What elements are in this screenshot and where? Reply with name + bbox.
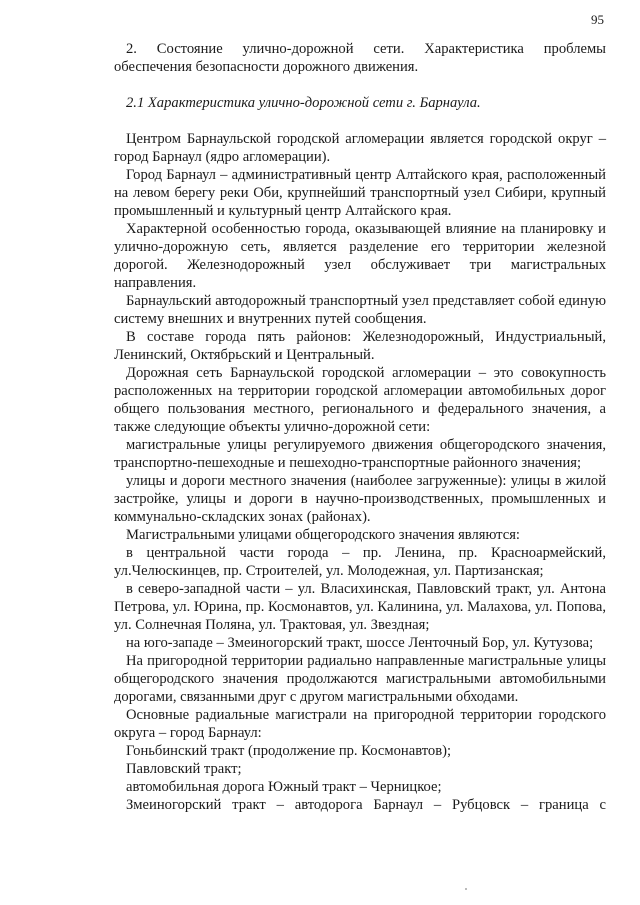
paragraph: в северо-западной части – ул. Власихинская, Павловский тракт, ул. Антона Петрова, ул. Юрина, пр. Космонавтов, ул. Калинина, ул. Малахова, ул. Попова, ул. Солнечная Поляна, ул. Трактовая, ул. Звездная; <box>114 581 606 633</box>
paragraph: Город Барнаул – административный центр Алтайского края, расположенный на левом берегу реки Оби, крупнейший транспортный узел Сибири, крупный промышленный и культурный центр Алтайского края. <box>114 167 606 219</box>
scan-speck <box>465 888 467 890</box>
document-body <box>114 40 606 814</box>
paragraph: на юго-западе – Змеиногорский тракт, шоссе Ленточный Бор, ул. Кутузова; <box>126 635 594 651</box>
paragraph: В составе города пять районов: Железнодорожный, Индустриальный, Ленинский, Октябрьский и Центральный. <box>114 329 606 363</box>
paragraph: магистральные улицы регулируемого движения общегородского значения, транспортно-пешеходные и пешеходно-транспортные районного значения; <box>114 437 606 471</box>
paragraph: в центральной части города – пр. Ленина, пр. Красноармейский, ул.Челюскинцев, пр. Строителей, ул. Молодежная, ул. Партизанская; <box>114 545 606 579</box>
paragraph: автомобильная дорога Южный тракт – Черницкое; <box>126 779 442 795</box>
paragraph: Магистральными улицами общегородского значения являются: <box>126 527 520 543</box>
paragraph: Павловский тракт; <box>126 761 242 777</box>
paragraph: Барнаульский автодорожный транспортный узел представляет собой единую систему внешних и внутренних путей сообщения. <box>114 293 606 327</box>
paragraph: Характерной особенностью города, оказывающей влияние на планировку и улично-дорожную сеть, является разделение его территории железной дорогой. Железнодорожный узел обслуживает три магистральных направления. <box>114 221 606 291</box>
paragraph: Змеиногорский тракт – автодорога Барнаул – Рубцовск – граница с <box>126 797 606 813</box>
paragraph: На пригородной территории радиально направленные магистральные улицы общегородского значения продолжаются магистральными автомобильными дорогами, связанными друг с другом магистральными обходами. <box>114 653 606 705</box>
paragraph: Основные радиальные магистрали на пригородной территории городского округа – город Барнаул: <box>114 707 606 741</box>
paragraph: Дорожная сеть Барнаульской городской агломерации – это совокупность расположенных на территории городской агломерации автомобильных дорог общего пользования местного, регионального и федерального значения, а также следующие объекты улично-дорожной сети: <box>114 365 606 435</box>
section-title: 2. Состояние улично-дорожной сети. Характеристика проблемы обеспечения безопасности дорожного движения. <box>114 41 606 75</box>
page-number: 95 <box>591 12 604 27</box>
subsection-title: 2.1 Характеристика улично-дорожной сети г. Барнаула. <box>126 95 481 111</box>
paragraph: Центром Барнаульской городской агломерации является городской округ – город Барнаул (ядро агломерации). <box>114 131 606 165</box>
paragraph: улицы и дороги местного значения (наиболее загруженные): улицы в жилой застройке, улицы и дороги в научно-производственных, промышленных и коммунально-складских зонах (районах). <box>114 473 606 525</box>
paragraph: Гоньбинский тракт (продолжение пр. Космонавтов); <box>126 743 452 759</box>
